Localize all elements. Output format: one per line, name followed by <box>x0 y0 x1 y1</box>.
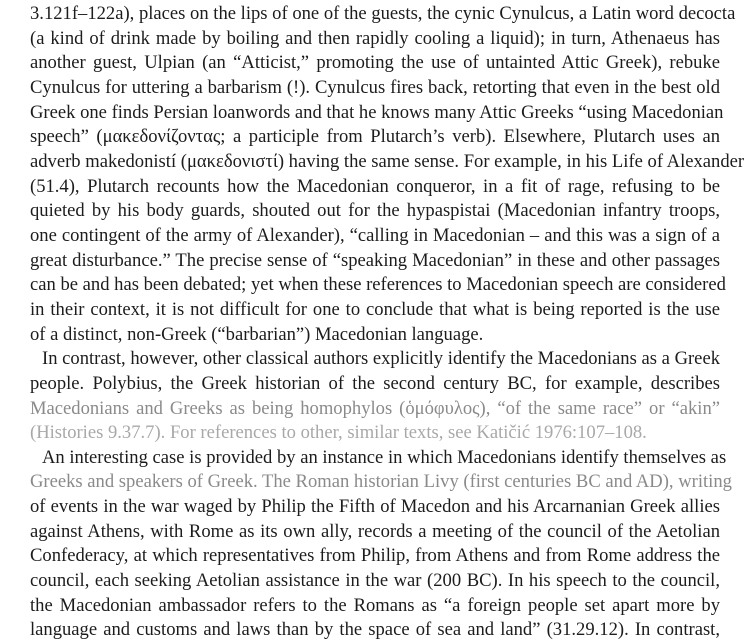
text-line: Greek one finds Persian loanwords and that he knows many Attic Greeks “using Macedonian <box>30 101 724 123</box>
text-line: of events in the war waged by Philip the Fifth of Macedon and his Arcarnanian Greek allies <box>30 496 720 518</box>
paragraph-1 <box>30 2 745 347</box>
text-line: Greeks and speakers of Greek. The Roman historian Livy (first centuries BC and AD), writing <box>30 471 732 493</box>
text-line: (51.4), Plutarch recounts how the Macedonian conqueror, in a fit of rage, refusing to be <box>30 175 720 197</box>
text-line: (a kind of drink made by boiling and then rapidly cooling a liquid); in turn, Athenaeus has <box>30 27 720 49</box>
text-line: people. Polybius, the Greek historian of the second century BC, for example, describes <box>30 372 720 394</box>
text-line: against Athens, with Rome as its own ally, records a meeting of the council of the Aetolian <box>30 520 720 542</box>
text-line: quieted by his body guards, shouted out for the hypaspistai (Macedonian infantry troops, <box>30 200 720 222</box>
text-line: (Histories 9.37.7). For references to other, similar texts, see Katičić 1976:107–108. <box>30 422 647 444</box>
text-line: the Macedonian ambassador refers to the Romans as “a foreign people set apart more by <box>30 594 720 616</box>
text-line: can be and has been debated; yet when these references to Macedonian speech are considered <box>30 274 726 296</box>
text-line: Cynulcus for uttering a barbarism (!). Cynulcus fires back, retorting that even in the best old <box>30 76 720 98</box>
text-line: of a distinct, non-Greek (“barbarian”) Macedonian language. <box>30 323 484 345</box>
paragraph-2 <box>30 347 720 446</box>
text-line: great disturbance.” The precise sense of “speaking Macedonian” in these and other passages <box>30 249 720 271</box>
text-line: another guest, Ulpian (an “Atticist,” promoting the use of untainted Attic Greek), rebuke <box>30 52 720 74</box>
text-line: speech” (μακεδονίζοντας; a participle from Plutarch’s verb). Elsewhere, Plutarch uses an <box>30 126 720 148</box>
paragraph-3 <box>30 446 732 643</box>
body-text <box>30 2 745 643</box>
text-line: one contingent of the army of Alexander), “calling in Macedonian – and this was a sign of a <box>30 224 720 246</box>
text-line: 3.121f–122a), places on the lips of one of the guests, the cynic Cynulcus, a Latin word decocta <box>30 3 736 24</box>
text-line: council, each seeking Aetolian assistance in the war (200 BC). In his speech to the council, <box>30 570 720 592</box>
text-line: In contrast, however, other classical authors explicitly identify the Macedonians as a Greek <box>42 348 720 370</box>
text-line: Confederacy, at which representatives from Philip, from Athens and from Rome address the <box>30 545 720 567</box>
text-line: in their context, it is not difficult for one to conclude that what is being reported is the use <box>30 298 720 320</box>
text-line: Macedonians and Greeks as being homophylos (ὁμόφυλος), “of the same race” or “akin” <box>30 397 720 419</box>
text-line: adverb makedonistí (μακεδονιστί) having the same sense. For example, in his Life of Alexander <box>30 150 745 172</box>
text-line: An interesting case is provided by an instance in which Macedonians identify themselves as <box>42 446 727 468</box>
text-line: language and customs and laws than by the space of sea and land” (31.29.12). In contrast, <box>30 619 720 641</box>
